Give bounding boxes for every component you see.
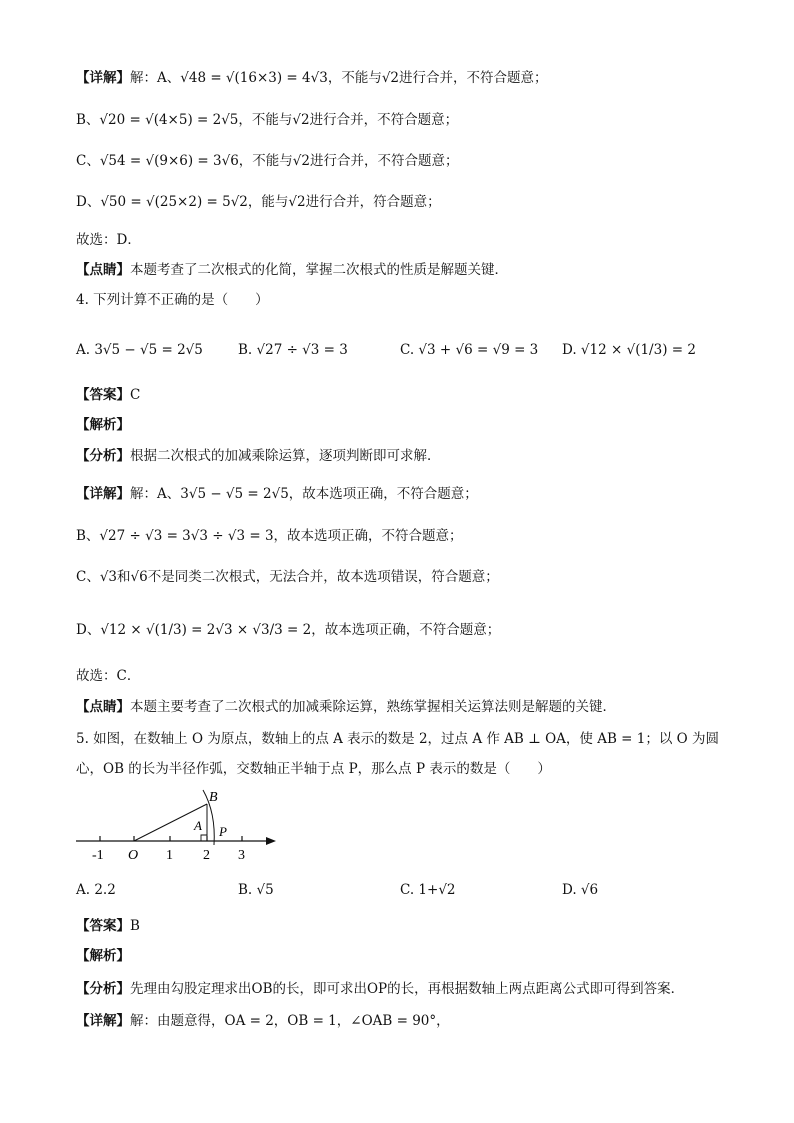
right-angle-mark bbox=[201, 835, 207, 841]
answer-tag: 【答案】 bbox=[76, 918, 130, 934]
sol3-comment: 本题考查了二次根式的化简，掌握二次根式的性质是解题关键． bbox=[130, 262, 508, 278]
label-b: B bbox=[209, 790, 218, 805]
fenxi-tag: 【分析】 bbox=[76, 981, 130, 997]
sol3-detail-a: 解：A、√48 = √(16×3) = 4√3，不能与√2进行合并，不符合题意； bbox=[130, 70, 548, 86]
q5-option-b: B. √5 bbox=[238, 882, 274, 898]
q5-detail: 解：由题意得，OA = 2，OB = 1，∠OAB = 90°， bbox=[130, 1013, 450, 1029]
q5-answer: B bbox=[130, 918, 140, 934]
q4-fenxi: 根据二次根式的加减乘除运算，逐项判断即可求解． bbox=[130, 448, 441, 464]
q4-detail-b: B、√27 ÷ √3 = 3√3 ÷ √3 = 3，故本选项正确，不符合题意； bbox=[76, 528, 463, 544]
q4-detail-c: C、√3和√6不是同类二次根式，无法合并，故本选项错误，符合题意； bbox=[76, 569, 499, 585]
tick-label-3: 3 bbox=[238, 848, 245, 863]
sol3-comment-line bbox=[76, 260, 508, 280]
sol3-choose: 故选：D． bbox=[76, 232, 141, 248]
label-a: A bbox=[194, 818, 202, 833]
tick-label-2: 2 bbox=[203, 848, 210, 863]
q4-detail-a: 解：A、3√5 − √5 = 2√5，故本选项正确，不符合题意； bbox=[130, 486, 478, 502]
q5-option-c: C. 1+√2 bbox=[400, 882, 456, 898]
tick-label-minus1: -1 bbox=[92, 848, 104, 863]
label-p: P bbox=[219, 824, 227, 839]
sol3-detail-b: B、√20 = √(4×5) = 2√5，不能与√2进行合并，不符合题意； bbox=[76, 112, 459, 128]
q4-detail-line-a bbox=[76, 484, 478, 504]
q4-option-c: C. √3 + √6 = √9 = 3 bbox=[400, 342, 539, 358]
q4-analysis-tag: 【解析】 bbox=[76, 417, 130, 433]
q4-comment-line bbox=[76, 697, 616, 717]
number-line-figure bbox=[70, 785, 285, 865]
q5-fenxi: 先理由勾股定理求出OB的长，即可求出OP的长，再根据数轴上两点距离公式即可得到答案． bbox=[130, 981, 685, 997]
q5-answer-line bbox=[76, 916, 140, 936]
q4-option-b: B. √27 ÷ √3 = 3 bbox=[238, 342, 348, 358]
q4-comment: 本题主要考查了二次根式的加减乘除运算，熟练掌握相关运算法则是解题的关键． bbox=[130, 699, 616, 715]
q5-option-a: A. 2.2 bbox=[76, 882, 116, 898]
q5-stem-line1: 5. 如图，在数轴上 O 为原点，数轴上的点 A 表示的数是 2，过点 A 作 AB ⊥ OA，使 AB = 1；以 O 为圆 bbox=[76, 731, 720, 747]
q5-option-d: D. √6 bbox=[562, 882, 599, 898]
q4-answer: C bbox=[130, 387, 141, 403]
detail-tag: 【详解】 bbox=[76, 1013, 130, 1029]
q4-option-d: D. √12 × √(1/3) = 2 bbox=[562, 342, 696, 358]
q4-fenxi-line bbox=[76, 446, 441, 466]
fenxi-tag: 【分析】 bbox=[76, 448, 130, 464]
q5-analysis-tag: 【解析】 bbox=[76, 948, 130, 964]
q4-detail-d: D、√12 × √(1/3) = 2√3 × √3/3 = 2，故本选项正确，不符合题意； bbox=[76, 622, 501, 638]
answer-tag: 【答案】 bbox=[76, 387, 130, 403]
q5-fenxi-line bbox=[76, 979, 684, 999]
comment-tag: 【点睛】 bbox=[76, 699, 130, 715]
tick-label-o: O bbox=[128, 848, 139, 863]
sol3-detail-c: C、√54 = √(9×6) = 3√6，不能与√2进行合并，不符合题意； bbox=[76, 153, 459, 169]
q4-choose: 故选：C． bbox=[76, 668, 141, 684]
comment-tag: 【点睛】 bbox=[76, 262, 130, 278]
detail-tag: 【详解】 bbox=[76, 70, 130, 86]
q5-stem-line2: 心，OB 的长为半径作弧，交数轴正半轴于点 P，那么点 P 表示的数是（ ） bbox=[76, 761, 551, 777]
tick-label-1: 1 bbox=[166, 848, 173, 863]
axis-arrow-icon bbox=[266, 837, 276, 845]
sol3-detail-d: D、√50 = √(25×2) = 5√2，能与√2进行合并，符合题意； bbox=[76, 194, 441, 210]
sol3-detail-line-a bbox=[76, 68, 548, 88]
q4-answer-line bbox=[76, 385, 140, 405]
q4-option-a: A. 3√5 − √5 = 2√5 bbox=[76, 342, 203, 358]
detail-tag: 【详解】 bbox=[76, 486, 130, 502]
q4-stem: 4. 下列计算不正确的是（ ） bbox=[76, 292, 269, 308]
q5-detail-line bbox=[76, 1011, 450, 1031]
